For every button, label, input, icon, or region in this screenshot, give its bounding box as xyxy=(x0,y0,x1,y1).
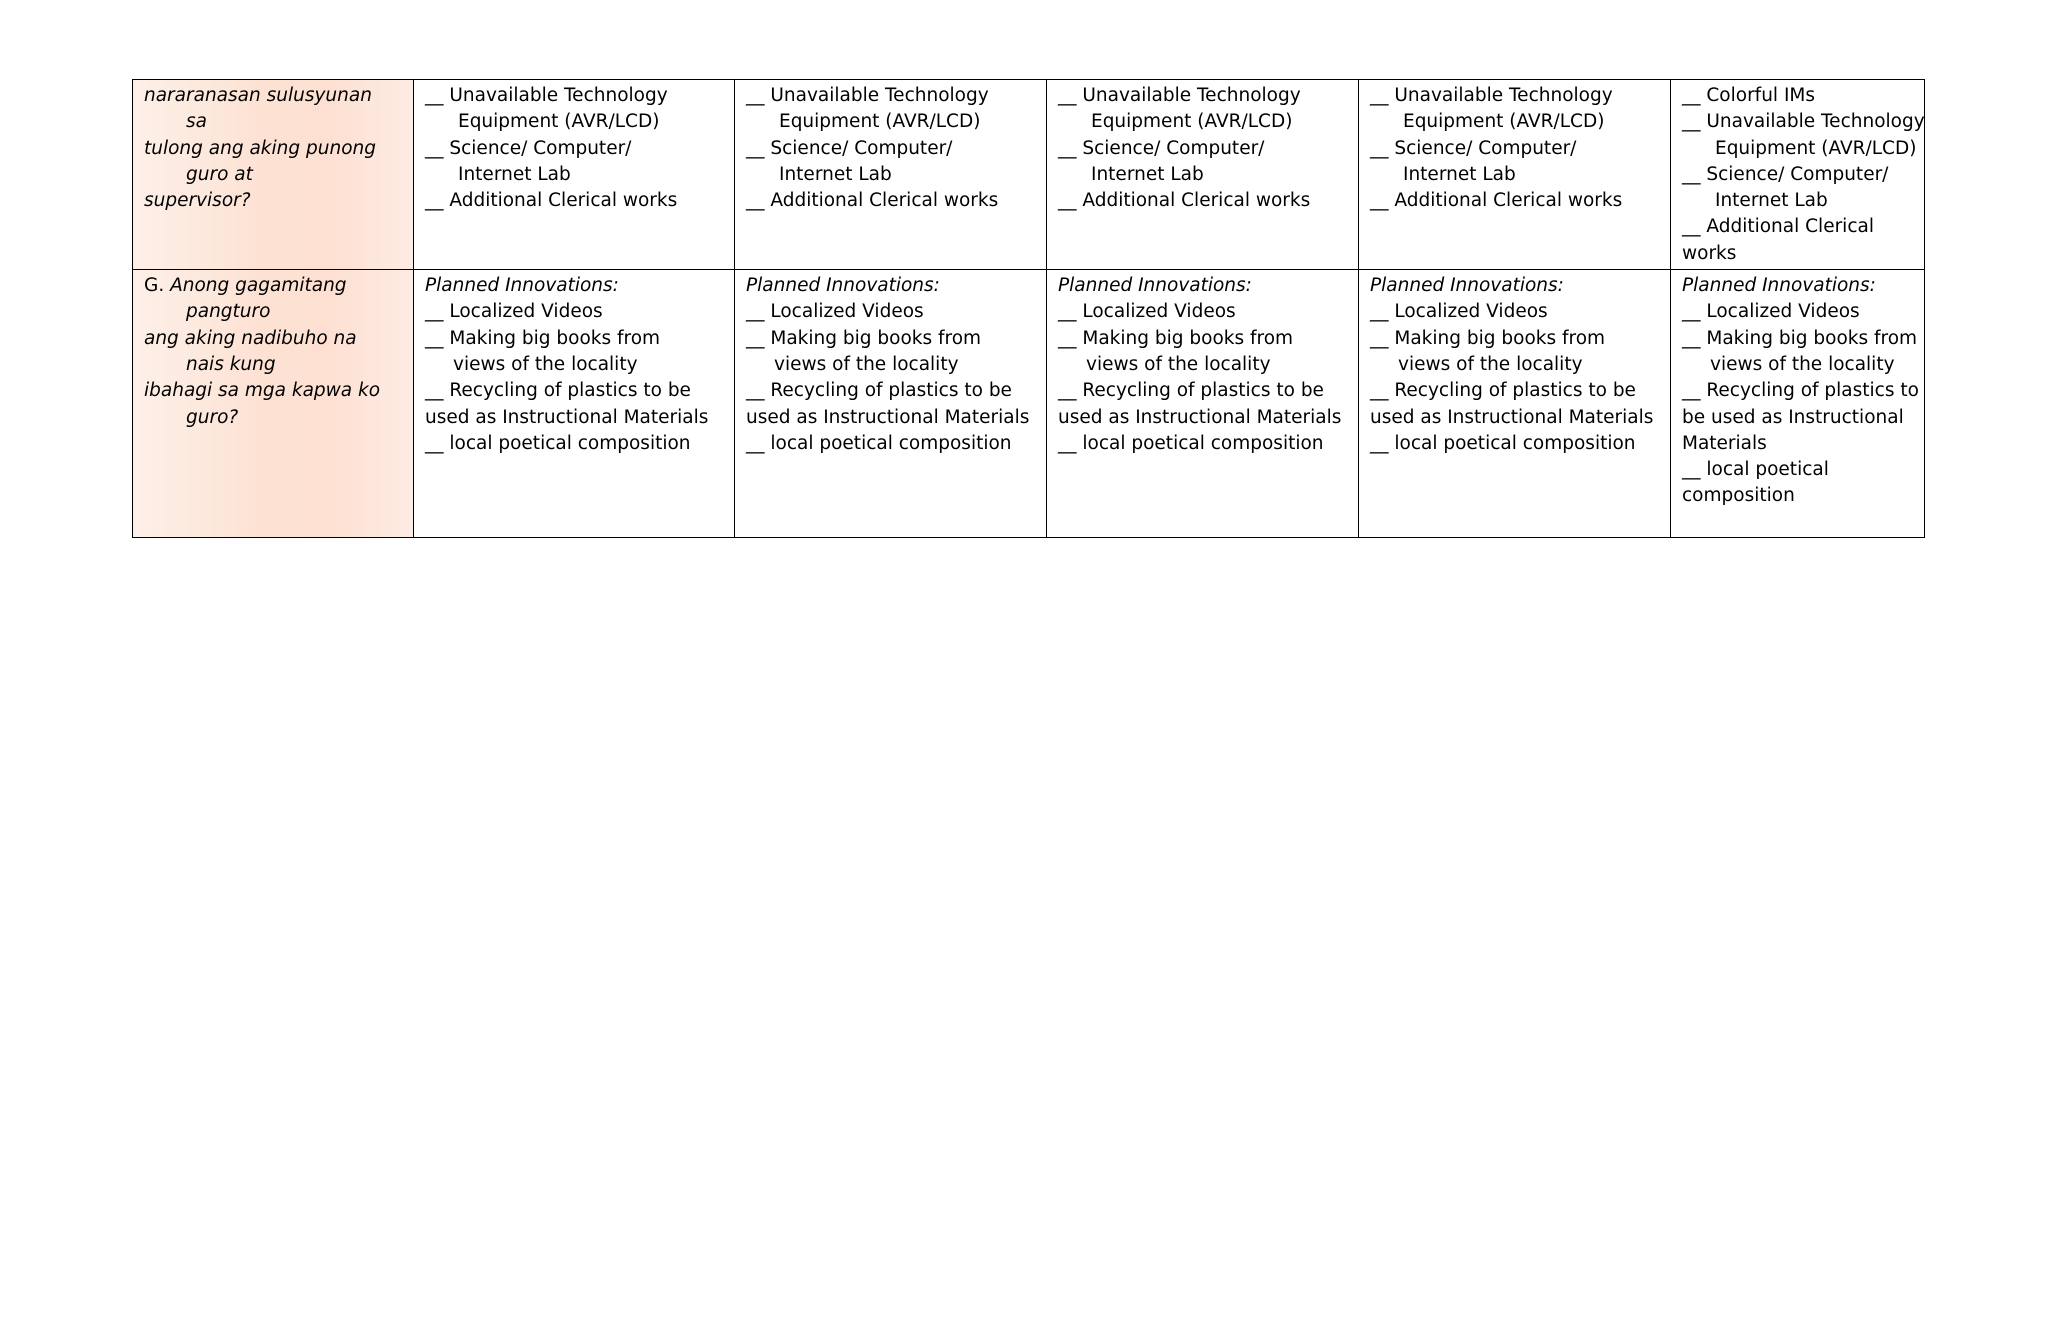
checkbox-option: __ Localized Videos xyxy=(1370,301,1548,323)
checkbox-option: __ Recycling of plastics to xyxy=(1682,380,1919,402)
option-continuation: used as Instructional Materials xyxy=(746,406,1030,428)
option-continuation: Equipment (AVR/LCD) xyxy=(779,111,981,133)
question-line: nararanasan sulusyunan xyxy=(144,85,372,106)
option-continuation: Internet Lab xyxy=(779,163,892,185)
option-continuation: used as Instructional Materials xyxy=(1058,406,1342,428)
question-cell xyxy=(133,270,414,538)
checkbox-option: __ Additional Clerical xyxy=(1682,216,1874,238)
question-cell xyxy=(133,80,414,270)
option-continuation: views of the locality xyxy=(1086,353,1271,375)
checkbox-option: __ Recycling of plastics to be xyxy=(1370,380,1636,402)
option-cell xyxy=(1047,80,1359,270)
option-continuation: Internet Lab xyxy=(458,163,571,185)
option-continuation: views of the locality xyxy=(453,353,638,375)
option-cell xyxy=(1359,80,1671,270)
table-row xyxy=(133,270,1925,538)
checkbox-option: __ Recycling of plastics to be xyxy=(425,380,691,402)
checkbox-option: __ Unavailable Technology xyxy=(1370,85,1613,106)
option-cell xyxy=(414,270,735,538)
question-line: sa xyxy=(186,111,207,133)
checkbox-option: __ Localized Videos xyxy=(425,301,603,323)
option-cell xyxy=(735,270,1047,538)
option-continuation: Internet Lab xyxy=(1091,163,1204,185)
question-line: ang aking nadibuho na xyxy=(144,327,357,349)
question-line: pangturo xyxy=(186,301,271,323)
checkbox-option: __ Making big books from xyxy=(425,327,661,349)
option-continuation: Equipment (AVR/LCD) xyxy=(1091,111,1293,133)
option-continuation: used as Instructional Materials xyxy=(425,406,709,428)
option-cell xyxy=(735,80,1047,270)
checkbox-option: __ Unavailable Technology xyxy=(1682,111,1925,133)
planned-innovations-heading: Planned Innovations: xyxy=(425,275,619,297)
option-continuation: used as Instructional Materials xyxy=(1370,406,1654,428)
checkbox-option: __ local poetical xyxy=(1682,459,1829,481)
option-continuation: Equipment (AVR/LCD) xyxy=(1715,137,1917,159)
option-cell xyxy=(1047,270,1359,538)
option-continuation: Materials xyxy=(1682,432,1767,454)
checkbox-option: __ Additional Clerical works xyxy=(1370,190,1623,212)
option-cell xyxy=(1671,270,1925,538)
option-continuation: views of the locality xyxy=(1710,353,1895,375)
checkbox-option: __ local poetical composition xyxy=(1370,432,1636,454)
checkbox-option: __ Unavailable Technology xyxy=(1058,85,1301,106)
option-continuation: Internet Lab xyxy=(1403,163,1516,185)
option-continuation: Internet Lab xyxy=(1715,190,1828,212)
checkbox-option: __ local poetical composition xyxy=(1058,432,1324,454)
checkbox-option: __ Recycling of plastics to be xyxy=(1058,380,1324,402)
question-line: guro? xyxy=(186,406,239,428)
checkbox-option: __ Additional Clerical works xyxy=(1058,190,1311,212)
checkbox-option: __ Unavailable Technology xyxy=(746,85,989,106)
checkbox-option: __ Colorful IMs xyxy=(1682,85,1815,106)
option-continuation: be used as Instructional xyxy=(1682,406,1904,428)
checkbox-option: __ Additional Clerical works xyxy=(425,190,678,212)
option-cell xyxy=(1359,270,1671,538)
question-line: guro at xyxy=(186,163,253,185)
option-continuation: works xyxy=(1682,242,1737,264)
question-line: ibahagi sa mga kapwa ko xyxy=(144,380,381,402)
planned-innovations-heading: Planned Innovations: xyxy=(746,275,940,297)
lesson-log-table xyxy=(132,79,1925,538)
question-line: nais kung xyxy=(186,353,276,375)
checkbox-option: __ Recycling of plastics to be xyxy=(746,380,1012,402)
option-continuation: Equipment (AVR/LCD) xyxy=(458,111,660,133)
option-continuation: composition xyxy=(1682,485,1795,507)
option-cell xyxy=(414,80,735,270)
question-line: tulong ang aking punong xyxy=(144,137,376,159)
question-line xyxy=(144,273,403,299)
option-continuation: views of the locality xyxy=(774,353,959,375)
option-continuation: views of the locality xyxy=(1398,353,1583,375)
question-line: supervisor? xyxy=(144,190,251,212)
planned-innovations-heading: Planned Innovations: xyxy=(1058,275,1252,297)
checkbox-option: __ Unavailable Technology xyxy=(425,85,668,106)
checkbox-option: __ local poetical composition xyxy=(746,432,1012,454)
checkbox-option: __ Science/ Computer/ xyxy=(425,137,632,159)
checkbox-option: __ Localized Videos xyxy=(1682,301,1860,323)
checkbox-option: __ Science/ Computer/ xyxy=(746,137,953,159)
checkbox-option: __ Science/ Computer/ xyxy=(1682,163,1889,185)
checkbox-option: __ Localized Videos xyxy=(746,301,924,323)
checkbox-option: __ Making big books from xyxy=(1058,327,1294,349)
table-row xyxy=(133,80,1925,270)
planned-innovations-heading: Planned Innovations: xyxy=(1370,275,1564,297)
option-continuation: Equipment (AVR/LCD) xyxy=(1403,111,1605,133)
planned-innovations-heading: Planned Innovations: xyxy=(1682,275,1876,297)
option-cell xyxy=(1671,80,1925,270)
question-letter: G. xyxy=(144,275,165,297)
checkbox-option: __ Making big books from xyxy=(1370,327,1606,349)
checkbox-option: __ Making big books from xyxy=(746,327,982,349)
checkbox-option: __ Science/ Computer/ xyxy=(1370,137,1577,159)
document-page xyxy=(132,79,1924,538)
checkbox-option: __ Making big books from xyxy=(1682,327,1918,349)
checkbox-option: __ Additional Clerical works xyxy=(746,190,999,212)
checkbox-option: __ Science/ Computer/ xyxy=(1058,137,1265,159)
checkbox-option: __ Localized Videos xyxy=(1058,301,1236,323)
checkbox-option: __ local poetical composition xyxy=(425,432,691,454)
question-text: Anong gagamitang xyxy=(170,275,347,297)
